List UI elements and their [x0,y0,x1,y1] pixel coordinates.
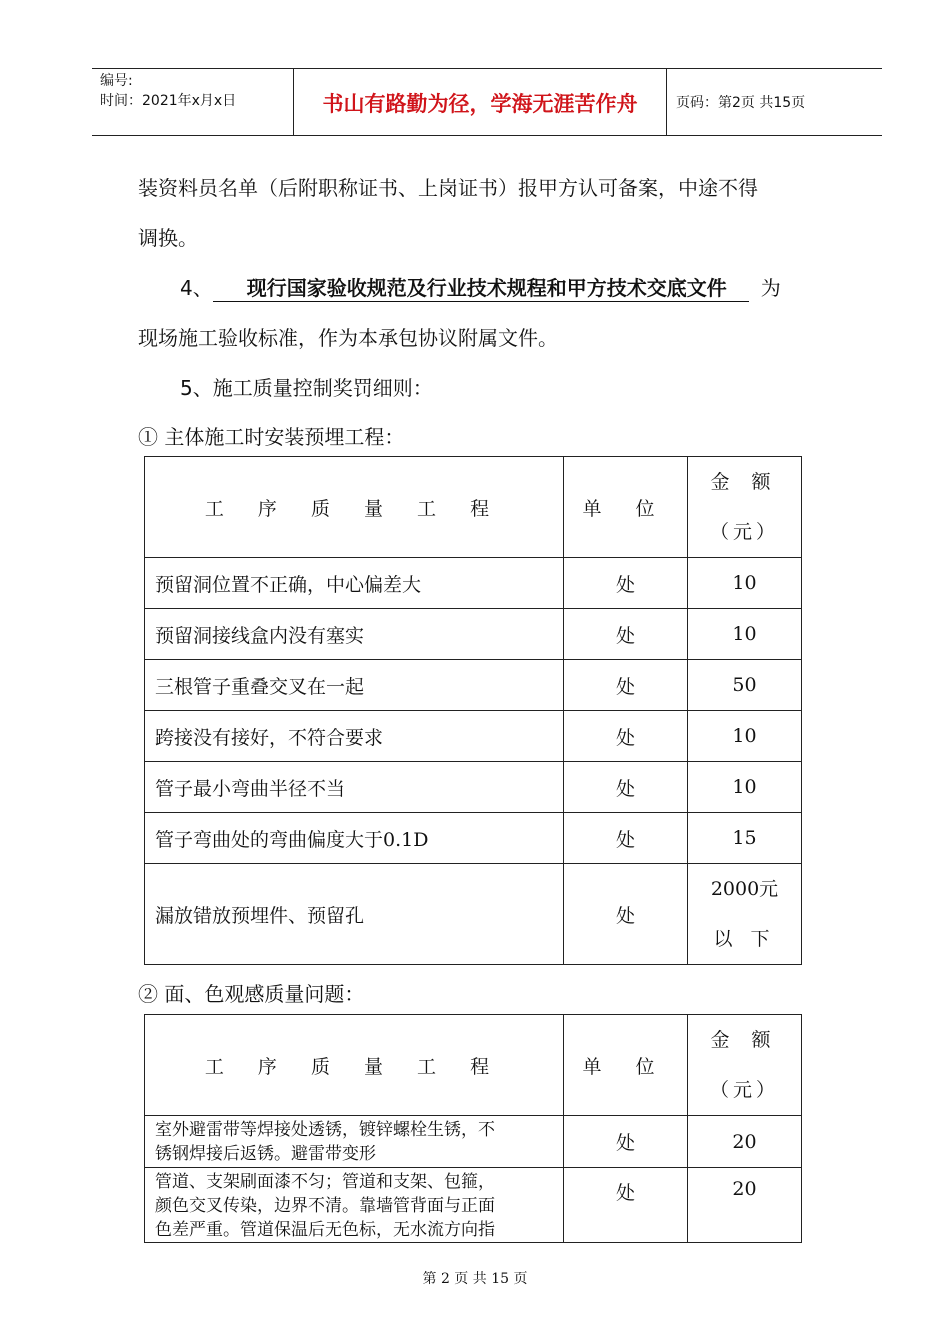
header-amount: 金 额 （元） [688,457,802,558]
table-row [145,609,802,660]
table-embedded-works [144,456,802,965]
header-meta [100,71,236,111]
section-1-title: ① 主体施工时安装预埋工程： [138,425,405,449]
row-item: 管子最小弯曲半径不当 [145,762,564,813]
row-unit: 处 [564,1168,688,1243]
document-time-label: 时间：2021年x月x日 [100,93,237,109]
row-unit: 处 [564,660,688,711]
clause-4-suffix: 为 [760,276,781,300]
paragraph-line: 调换。 [138,226,198,250]
header-bottom-rule [92,135,882,136]
header-unit: 单 位 [564,1015,688,1116]
paragraph-line: 装资料员名单（后附职称证书、上岗证书）报甲方认可备案，中途不得 [138,176,758,200]
row-amount: 10 [688,609,802,660]
document-number-label: 编号: [100,73,133,89]
table-row [145,558,802,609]
row-unit: 处 [564,609,688,660]
clause-5: 5、施工质量控制奖罚细则： [180,376,433,400]
row-item: 室外避雷带等焊接处透锈，镀锌螺栓生锈，不 锈钢焊接后返锈。避雷带变形 [145,1116,564,1168]
header-motto: 书山有路勤为径，学海无涯苦作舟 [322,92,638,116]
clause-4-continuation: 现场施工验收标准，作为本承包协议附属文件。 [138,326,558,350]
header-top-rule [92,68,882,69]
header-divider-right [666,68,667,136]
table-row [145,864,802,965]
row-item: 跨接没有接好，不符合要求 [145,711,564,762]
clause-4 [180,272,781,302]
row-unit: 处 [564,1116,688,1168]
page-footer: 第 2 页 共 15 页 [422,1271,528,1287]
row-unit: 处 [564,762,688,813]
table-header-row [145,457,802,558]
row-item: 预留洞接线盒内没有塞实 [145,609,564,660]
row-item: 管子弯曲处的弯曲偏度大于0.1D [145,813,564,864]
table-row [145,1116,802,1168]
row-item: 三根管子重叠交叉在一起 [145,660,564,711]
section-2-title: ② 面、色观感质量问题： [138,982,365,1006]
header-process: 工 序 质 量 工 程 [145,457,564,558]
row-amount: 20 [688,1116,802,1168]
table-row [145,762,802,813]
clause-4-number: 4、 [180,276,213,300]
row-amount: 15 [688,813,802,864]
table-row [145,813,802,864]
row-item: 漏放错放预埋件、预留孔 [145,864,564,965]
row-amount: 20 [688,1168,802,1243]
row-amount: 10 [688,558,802,609]
row-item: 预留洞位置不正确，中心偏差大 [145,558,564,609]
row-unit: 处 [564,711,688,762]
table-row [145,660,802,711]
table-row [145,711,802,762]
clause-4-underlined-standard: 现行国家验收规范及行业技术规程和甲方技术交底文件 [213,272,749,302]
table-appearance-quality [144,1014,802,1243]
row-unit: 处 [564,813,688,864]
row-unit: 处 [564,864,688,965]
row-item: 管道、支架刷面漆不匀；管道和支架、包箍， 颜色交叉传染，边界不清。靠墙管背面与正面 色差严重。管道保温后无色标，无水流方向指 [145,1168,564,1243]
header-unit: 单 位 [564,457,688,558]
row-amount: 50 [688,660,802,711]
header-page-info: 页码：第2页 共15页 [676,95,806,111]
row-amount: 2000元 以 下 [688,864,802,965]
header-amount: 金 额 （元） [688,1015,802,1116]
row-amount: 10 [688,711,802,762]
table-row [145,1168,802,1243]
table-header-row [145,1015,802,1116]
row-unit: 处 [564,558,688,609]
header-process: 工 序 质 量 工 程 [145,1015,564,1116]
row-amount: 10 [688,762,802,813]
